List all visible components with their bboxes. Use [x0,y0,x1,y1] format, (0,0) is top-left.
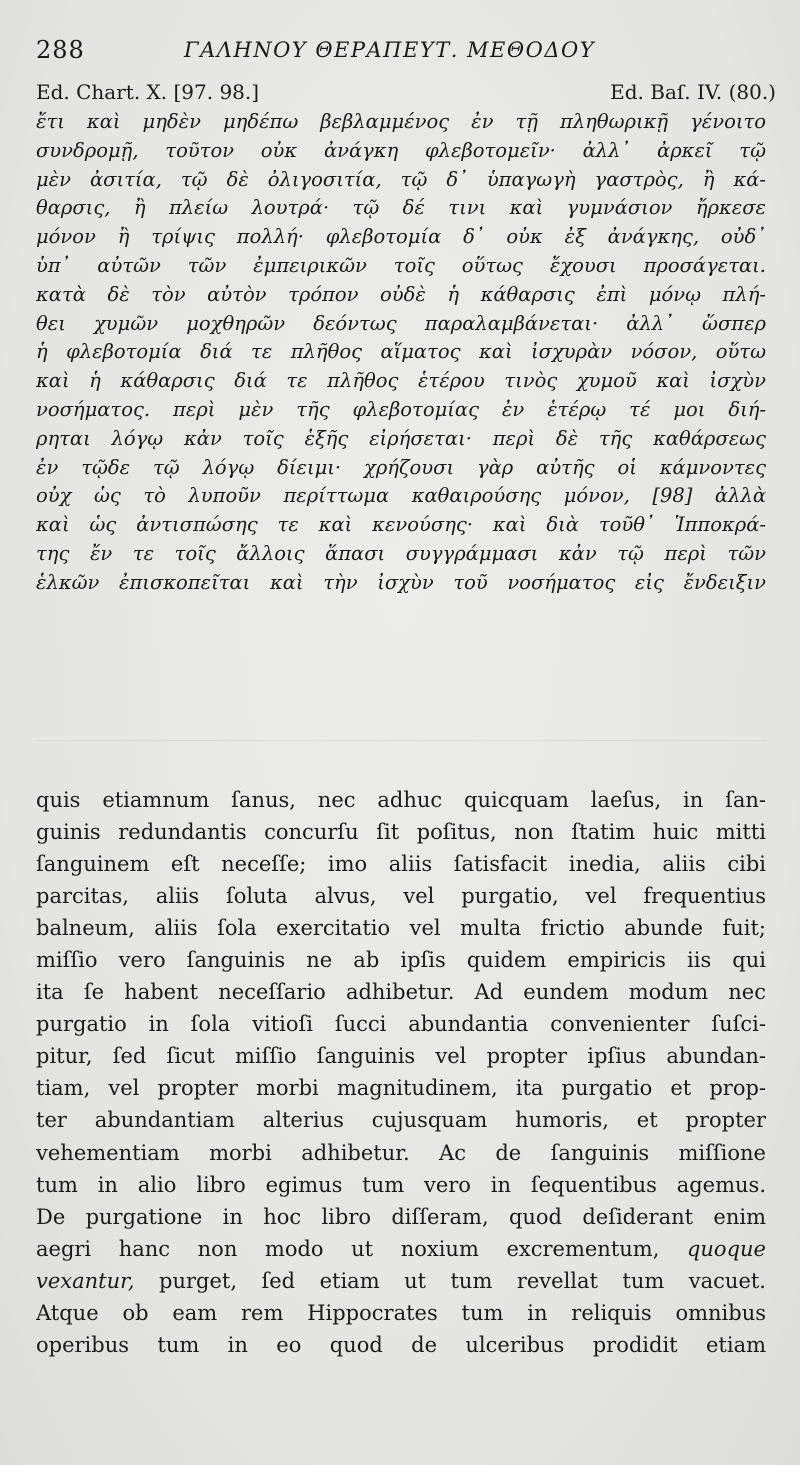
latin-line-italic: vexantur, [36,1268,135,1293]
latin-line: miſſio vero ſanguinis ne ab ipſis quidem empiricis iis qui [36,948,766,973]
latin-line [36,1265,766,1297]
latin-text-block [36,784,766,1361]
edition-chart-reference: Ed. Chart. X. [97. 98.] [36,80,260,104]
greek-line: καὶ ὡς ἀντισπώσης τε καὶ κενούσης· καὶ διὰ τοῦθ᾽ Ἱπποκρά- [36,513,766,537]
latin-line: purgatio in ſola vitioſi ſucci abundantia convenienter ſuſci- [36,1012,766,1037]
greek-line: ὑπ᾽ αὐτῶν τῶν ἐμπειρικῶν τοῖς οὕτως ἔχουσι προσάγεται. [36,253,766,277]
latin-line: parcitas, aliis ſoluta alvus, vel purgatio, vel frequentius [36,884,766,909]
latin-line [36,1233,766,1265]
latin-line: tum in alio libro egimus tum vero in ſequentibus agemus. [36,1172,766,1197]
greek-line: ἡ φλεβοτομία διά τε πλῆθος αἵματος καὶ ἰσχυρὰν νόσον, οὕτω [36,340,766,364]
greek-line: ἔτι καὶ μηδὲν μηδέπω βεβλαμμένος ἐν τῇ πληθωρικῇ γένοιτο [36,110,766,133]
running-head [36,30,776,70]
page-number: 288 [36,36,85,64]
latin-line: operibus tum in eo quod de ulceribus prodidit etiam [36,1332,766,1357]
latin-line: Atque ob eam rem Hippocrates tum in reliquis omnibus [36,1300,766,1325]
greek-line: μόνον ἢ τρίψις πολλή· φλεβοτομία δ᾽ οὐκ ἐξ ἀνάγκης, οὐδ᾽ [36,225,766,249]
edition-basel-reference: Ed. Baſ. IV. (80.) [610,80,776,104]
greek-line: ἑλκῶν ἐπισκοπεῖται καὶ τὴν ἰσχὺν τοῦ νοσήματος εἰς ἔνδειξιν [36,570,766,594]
greek-line: νοσήματος. περὶ μὲν τῆς φλεβοτομίας ἐν ἑτέρῳ τέ μοι διή- [36,397,766,421]
greek-line: κατὰ δὲ τὸν αὐτὸν τρόπον οὐδὲ ἡ κάθαρσις ἐπὶ μόνῳ πλή- [36,282,766,306]
greek-line: καὶ ἡ κάθαρσις διά τε πλῆθος ἑτέρου τινὸς χυμοῦ καὶ ἰσχὺν [36,369,766,393]
greek-line: ἐν τῷδε τῷ λόγῳ δίειμι· χρήζουσι γὰρ αὐτῆς οἱ κάμνοντες [36,455,766,479]
greek-line: ρηται λόγῳ κἀν τοῖς ἑξῆς εἰρήσεται· περὶ δὲ τῆς καθάρσεως [36,426,766,450]
greek-line: θαρσις, ἢ πλείω λουτρά· τῷ δέ τινι καὶ γυμνάσιον ἤρκεσε [36,196,766,220]
running-title: ΓΑΛΗΝΟΥ ΘΕΡΑΠΕΥΤ. ΜΕΘΟΔΟΥ [184,38,596,62]
latin-line: tiam, vel propter morbi magnitudinem, ita purgatio et prop- [36,1076,766,1101]
latin-line: pitur, ſed ſicut miſſio ſanguinis vel propter ipſius abundan- [36,1044,766,1069]
greek-line: της ἔν τε τοῖς ἄλλοις ἅπασι συγγράμμασι κἀν τῷ περὶ τῶν [36,541,766,565]
latin-line: De purgatione in hoc libro diſſeram, quod deſiderant enim [36,1204,766,1229]
greek-line: μὲν ἀσιτία, τῷ δὲ ὀλιγοσιτία, τῷ δ᾽ ὑπαγωγὴ γαστρὸς, ἢ κά- [36,167,766,191]
latin-line: vehementiam morbi adhibetur. Ac de ſanguinis miſſione [36,1140,766,1165]
greek-text-block [36,108,766,598]
latin-line-roman: aegri hanc non modo ut noxium excrementum, [36,1236,660,1261]
latin-line: balneum, aliis ſola exercitatio vel multa frictio abunde fuit; [36,916,766,941]
latin-line: ter abundantiam alterius cujusquam humoris, et propter [36,1108,766,1133]
latin-line-italic: quoque [686,1236,766,1261]
greek-line: οὐχ ὡς τὸ λυποῦν περίττωμα καθαιρούσης μόνον, [98] ἀλλὰ [36,484,766,508]
edition-reference-line [36,80,776,110]
greek-line: θει χυμῶν μοχθηρῶν δεόντως παραλαμβάνεται· ἀλλ᾽ ὥσπερ [36,311,766,335]
latin-line: quis etiamnum ſanus, nec adhuc quicquam laeſus, in ſan- [36,788,766,812]
greek-line: συνδρομῇ, τοῦτον οὐκ ἀνάγκη φλεβοτομεῖν· ἀλλ᾽ ἀρκεῖ τῷ [36,138,766,162]
latin-line: ſanguinem eſt neceſſe; imo aliis ſatisfacit inedia, aliis cibi [36,852,766,877]
latin-line: guinis redundantis concurſu ſit poſitus, non ſtatim huic mitti [36,820,766,845]
latin-line: ita ſe habent neceſſario adhibetur. Ad eundem modum nec [36,980,766,1005]
latin-line-roman: purget, ſed etiam ut tum revellat tum vacuet. [159,1268,766,1293]
section-divider [36,740,766,741]
